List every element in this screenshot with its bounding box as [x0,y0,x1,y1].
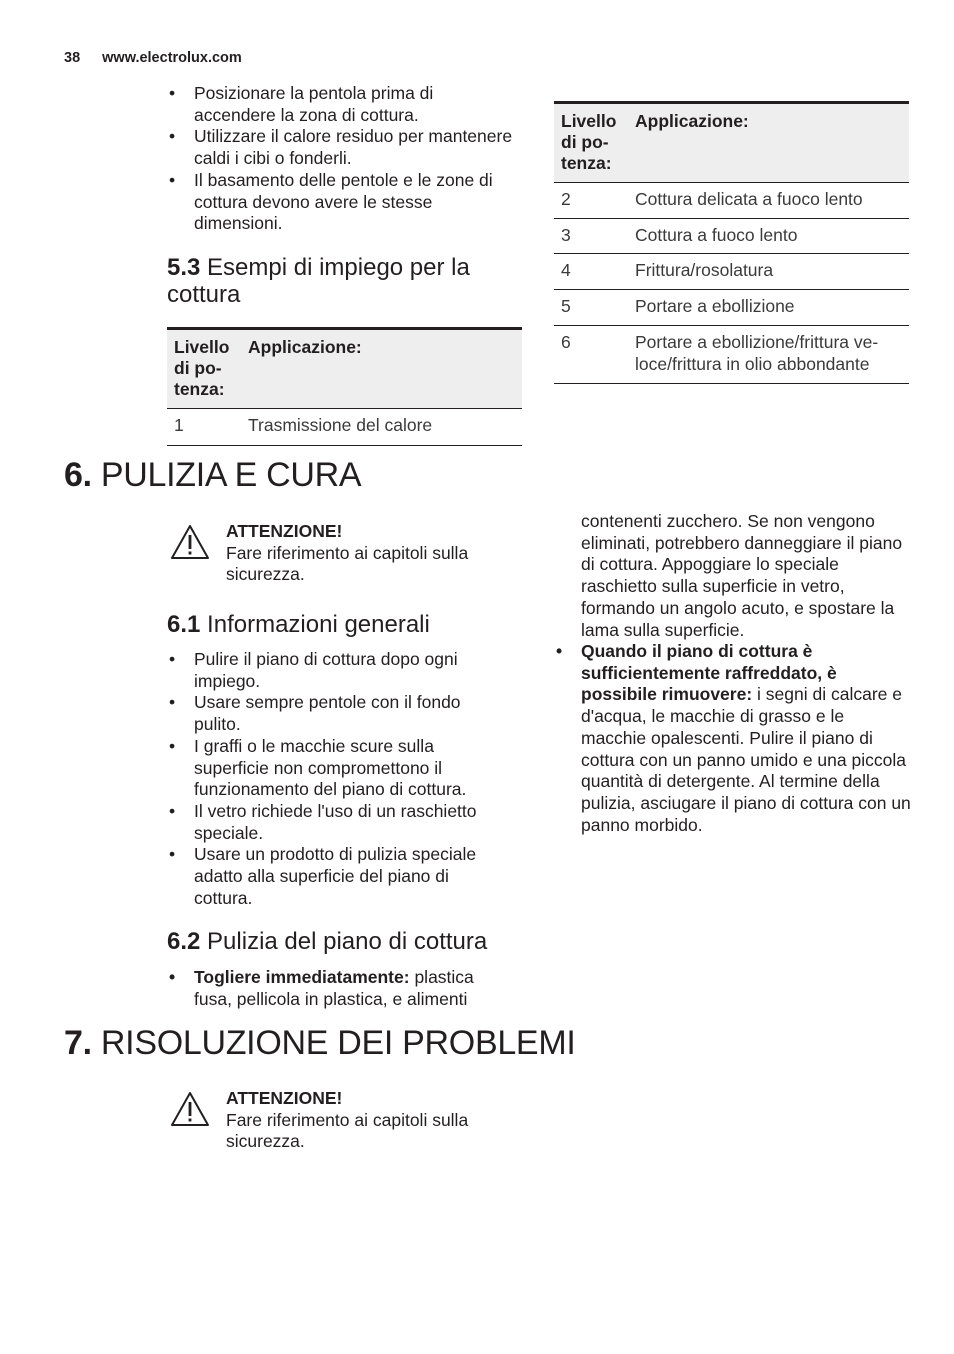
cell-application: Portare a ebollizione [635,290,909,326]
cell-application: Cottura a fuoco lento [635,218,909,254]
section-title: Informazioni generali [207,611,430,638]
warning-triangle-icon [170,1091,210,1127]
table-row [554,290,909,326]
header-application: Applicazione: [248,329,522,409]
list-item: • Utilizzare il calore residuo per mantenere caldi i cibi o fonderli. [169,126,513,169]
warning-box [170,1088,520,1158]
warning-triangle-icon [170,524,210,560]
bullet-dot: • [169,649,176,669]
header-application: Applicazione: [635,103,909,183]
cell-level: 4 [554,254,635,290]
list-item: • Posizionare la pentola prima di accendere la zona di cottura. [169,83,434,125]
power-level-table-left [167,327,522,446]
bullet-dot: • [169,126,176,147]
bullet-dot: • [169,692,176,713]
section-5-3-heading [167,254,507,308]
section-number: 5.3 [167,254,201,281]
bullet-dot: • [169,83,176,103]
section-number: 6.1 [167,611,201,638]
cell-level: 3 [554,218,635,254]
bullet-list-6-2-continued [554,641,911,836]
bullet-dot: • [169,967,176,987]
cell-application: Cottura delicata a fuoco lento [635,183,909,219]
site-url: www.electrolux.com [102,50,242,66]
bullet-list-6-1 [167,649,512,909]
cell-application: Frittura/rosolatura [635,254,909,290]
page-header [64,50,242,66]
bullet-dot: • [169,844,176,865]
cell-level: 6 [561,331,571,352]
bullet-dot: • [169,800,176,821]
warning-title: ATTENZIONE! [226,1088,343,1108]
cell-level: 5 [554,290,635,326]
section-number: 6.2 [167,928,201,955]
bullet-dot: • [556,641,563,661]
chapter-title: RISOLUZIONE DEI PROBLEMI [100,1024,576,1062]
section-6-2-heading [167,928,487,955]
table-header-row [167,329,522,409]
header-level: Livello di po- tenza: [554,103,635,183]
header-level: Livello di po- tenza: [167,329,248,409]
table-row [167,409,522,446]
cell-level: 1 [174,415,184,435]
table-row [554,325,909,383]
warning-text: Fare riferimento ai capitoli sulla sicurezza. [226,542,469,585]
section-6-1-heading [167,611,430,638]
bullet-dot: • [169,169,176,190]
list-item: • Togliere immediatamente: plastica fusa, pellicola in plastica, e alimenti [169,967,474,1009]
section-title: Esempi di impiego per la cottura [167,254,470,308]
table-row [554,183,909,219]
warning-box [170,521,520,591]
intro-bullet-list [167,83,517,235]
warning-title: ATTENZIONE! [226,521,343,541]
page-number: 38 [64,50,81,66]
section-title: Pulizia del piano di cottura [207,928,488,955]
list-item: • Pulire il piano di cottura dopo ogni impiego. [169,649,458,691]
table-header-row [554,103,909,183]
cell-application: Trasmissione del calore [248,415,433,435]
bullet-list-6-2 [167,967,512,1010]
list-item: • I graffi o le macchie scure sulla superficie non compromettono il funzionamento del piano di cottura. [169,735,467,800]
chapter-number: 7. [64,1024,92,1062]
continuation-paragraph: contenenti zucchero. Se non vengono eliminati, potrebbero danneggiare il piano di cottura. Appoggiare lo speciale raschietto sulla superficie in vetro, formando un angolo acuto, e spostare la lama sulla superficie. [581,511,903,640]
chapter-6-heading [64,455,361,495]
power-level-table-right [554,101,909,384]
chapter-title: PULIZIA E CURA [100,456,362,494]
bold-lead: Togliere immediatamente: [194,967,410,987]
table-row [554,254,909,290]
chapter-7-heading [64,1023,575,1063]
bullet-dot: • [169,735,176,756]
cell-level: 2 [554,183,635,219]
list-item: • Quando il piano di cottura è sufficientemente raffreddato, è possibile rimuovere: i segni di calcare e d'acqua, le macchie di grasso e le macchie opalescenti. Pulire il piano di cottura con un panno umido e una piccola quantità di detergente. Al termine della pulizia, asciugare il piano di cottura con un panno morbido. [556,641,911,835]
bold-lead: Quando il piano di cottura è sufficientemente raffreddato, è possibile rimuovere: [581,641,837,705]
cell-application: Portare a ebollizione/frittura ve- loce/frittura in olio abbondante [635,331,879,374]
chapter-number: 6. [64,456,92,494]
table-row [554,218,909,254]
list-item: • Usare un prodotto di pulizia speciale adatto alla superficie del piano di cottura. [169,844,477,908]
warning-text: Fare riferimento ai capitoli sulla sicurezza. [226,1109,469,1152]
list-item: • Usare sempre pentole con il fondo pulito. [169,692,461,735]
list-item: • Il basamento delle pentole e le zone di cottura devono avere le stesse dimensioni. [169,169,493,234]
list-item: • Il vetro richiede l'uso di un raschietto speciale. [169,800,477,843]
